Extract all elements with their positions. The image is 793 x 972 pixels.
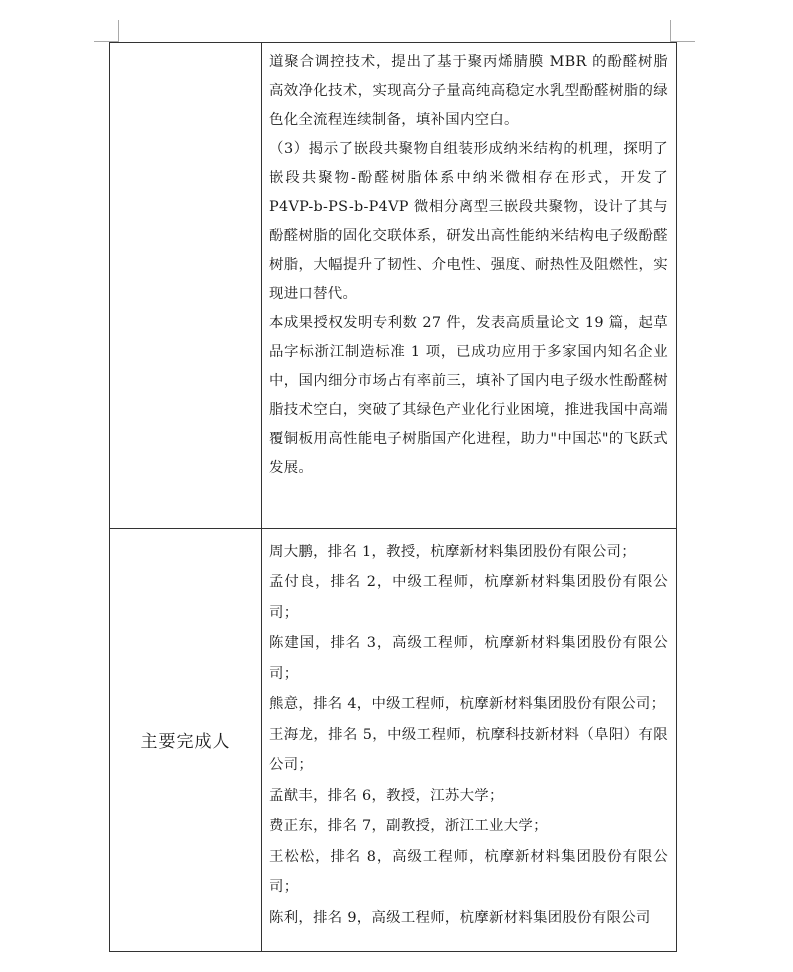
achievement-paragraph: 道聚合调控技术，提出了基于聚丙烯腈膜 MBR 的酚醛树脂高效净化技术，实现高分子量高纯高稳定水乳型酚醛树脂的绿色化全流程连续制备，填补国内空白。 (269, 54, 668, 128)
achievement-row (110, 43, 677, 529)
achievement-label-cell (110, 43, 262, 529)
achievement-paragraph: 本成果授权发明专利数 27 件，发表高质量论文 19 篇，起草品字标浙江制造标准 1 项，已成功应用于多家国内知名企业中，国内细分市场占有率前三，填补了国内电子级水性酚醛树脂技术空白，突破了其绿色产业化行业困境，推进我国中高端覆铜板用高性能电子树脂国产化进程，助力"中国芯"的飞跃式发展。 (269, 315, 668, 476)
completers-content-cell (262, 528, 677, 951)
completer-entry: 费正东，排名 7，副教授，浙江工业大学； (269, 818, 548, 835)
completer-entry: 陈建国，排名 3，高级工程师，杭摩新材料集团股份有限公司； (269, 635, 668, 682)
achievement-paragraph: （3）揭示了嵌段共聚物自组装形成纳米结构的机理，探明了嵌段共聚物-酚醛树脂体系中纳米微相存在形式，开发了 P4VP-b-PS-b-P4VP 微相分离型三嵌段共聚物，设计了其与酚醛树脂的固化交联体系，研发出高性能纳米结构电子级酚醛树脂，大幅提升了韧性、介电性、强度、耐热性及阻燃性，实现进口替代。 (269, 141, 668, 302)
completers-row (110, 528, 677, 951)
completer-entry: 孟付良，排名 2，中级工程师，杭摩新材料集团股份有限公司； (269, 574, 668, 621)
achievement-content-cell (262, 43, 677, 529)
completer-entry: 陈利，排名 9，高级工程师，杭摩新材料集团股份有限公司 (269, 909, 651, 926)
award-info-table (109, 42, 677, 952)
completer-entry: 王海龙，排名 5，中级工程师，杭摩科技新材料（阜阳）有限公司； (269, 726, 668, 774)
completer-entry: 孟猷丰，排名 6，教授，江苏大学； (269, 787, 504, 804)
completer-entry: 熊意，排名 4，中级工程师，杭摩新材料集团股份有限公司； (269, 696, 666, 713)
completers-label: 主要完成人 (110, 528, 262, 951)
completer-entry: 周大鹏，排名 1，教授，杭摩新材料集团股份有限公司； (269, 543, 636, 560)
crop-mark-top-right-vertical (670, 20, 671, 42)
crop-mark-top-left-vertical (118, 20, 119, 42)
completer-entry: 王松松，排名 8，高级工程师，杭摩新材料集团股份有限公司； (269, 848, 668, 896)
